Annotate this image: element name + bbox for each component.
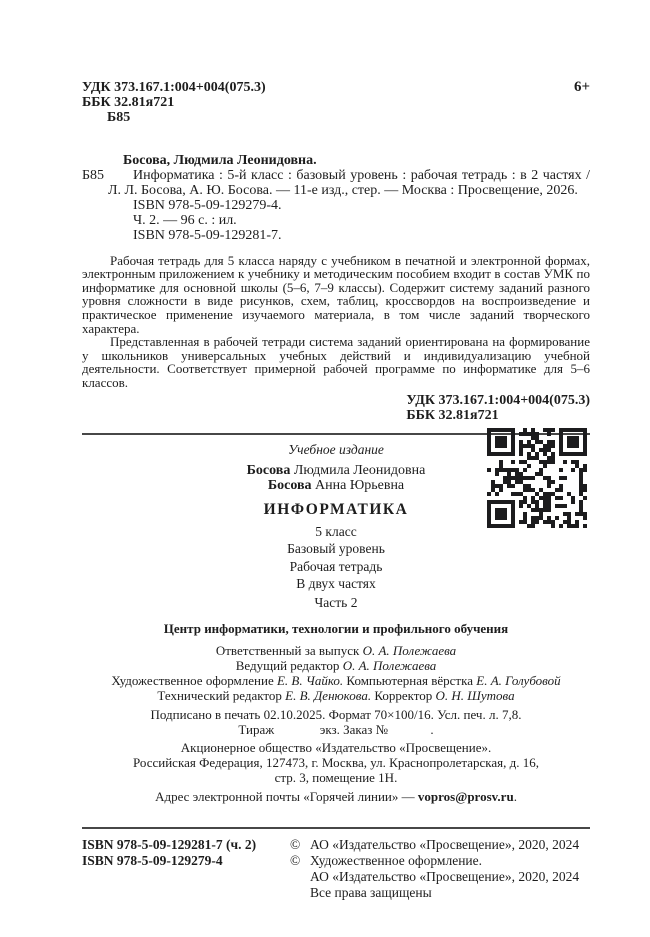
udk-code: УДК 373.167.1:004+004(075.3): [82, 80, 266, 95]
annotation: [82, 254, 590, 390]
credit-role: Компьютерная вёрстка: [346, 673, 477, 689]
credit-person: Е. А. Голубовой: [476, 673, 561, 689]
grade-line: 5 класс: [315, 523, 357, 539]
copyright-row: [290, 869, 590, 885]
bbk-code-footer: ББК 32.81я721: [406, 407, 499, 423]
isbn-part-line: ISBN 978-5-09-129281-7.: [133, 227, 282, 243]
credit-person: О. А. Полежаева: [362, 643, 457, 659]
hotline-period: .: [513, 789, 517, 805]
bibliographic-description: Информатика : 5-й класс : базовый уровень : рабочая тетрадь : в 2 частях / Л. Л. Босова, А. Ю. Босова. — 11-е изд., стер. — Москва : Просвещение, 2026.: [108, 167, 590, 198]
age-rating-badge: 6+: [573, 79, 590, 95]
parts-line: В двух частях: [296, 576, 376, 592]
author-surname: Босова: [267, 477, 312, 493]
credit-role: Корректор: [374, 688, 436, 704]
credit-role: Технический редактор: [157, 688, 286, 704]
publisher-address: Российская Федерация, 127473, г. Москва, ул. Краснопролетарская, д. 16,: [133, 755, 539, 771]
copyright-symbol: ©: [290, 837, 301, 853]
hotline-line: [82, 789, 590, 805]
divider-bottom: [82, 827, 590, 829]
copyright-text: Художественное оформление.: [310, 853, 483, 869]
credit-role: Художественное оформление: [111, 673, 277, 689]
udk-bbk-footer-block: [82, 393, 590, 424]
qr-code: [487, 428, 587, 528]
publisher-address-2: стр. 3, помещение 1Н.: [274, 770, 398, 786]
annotation-paragraph-1: Рабочая тетрадь для 5 класса наряду с учебником в печатной и электронной формах, электронным приложением к учебнику и методическим пособием входит в состав УМК по информатике для основной школы (5–6, 7–9 классы). Содержит систему заданий разного уровня сложности в виде рисунков, схем, таблиц, кроссвордов на воспроизведение и практическое применение изучаемого материала, в том числе заданий творческого характера.: [82, 252, 590, 336]
publisher-name: Акционерное общество «Издательство «Просвещение».: [180, 740, 492, 756]
udk-code-footer: УДК 373.167.1:004+004(075.3): [406, 392, 590, 408]
author-surname: Босова: [246, 462, 291, 478]
publisher-block: [82, 740, 590, 785]
copyright-symbol: [290, 885, 310, 901]
department-line: Центр информатики, технологии и профильного обучения: [163, 621, 509, 637]
hotline-email: vopros@prosv.ru: [417, 789, 514, 805]
level-line: Базовый уровень: [287, 541, 385, 557]
credit-line: [82, 688, 590, 703]
credit-role: Ведущий редактор: [235, 658, 343, 674]
catalog-card: [82, 153, 590, 243]
credit-line: [82, 673, 590, 688]
credit-person: О. Н. Шутова: [435, 688, 515, 704]
edition-kind: Учебное издание: [288, 441, 384, 457]
copyright-row: [290, 885, 590, 901]
print-date-line: Подписано в печать 02.10.2025. Формат 70×100/16. Усл. печ. л. 7,8.: [150, 707, 522, 723]
copyright-row: [290, 853, 590, 869]
book-title: ИНФОРМАТИКА: [263, 500, 409, 518]
author-sign: Б85: [107, 110, 131, 126]
print-info-block: [82, 707, 590, 737]
format-line: Рабочая тетрадь: [289, 558, 383, 574]
part-number-line: Часть 2: [314, 595, 358, 611]
entry-sign: Б85: [82, 167, 105, 183]
copyright-symbol: [290, 869, 310, 885]
author-given-names: Людмила Леонидовна: [293, 462, 426, 478]
isbn-series: ISBN 978-5-09-129279-4: [82, 853, 223, 869]
part-info-line: Ч. 2. — 96 с. : ил.: [133, 212, 237, 228]
top-codes-block: [82, 80, 590, 126]
footer-isbn-block: [82, 837, 290, 901]
bbk-code: ББК 32.81я721: [82, 95, 175, 111]
credit-person: Е. В. Чайко.: [276, 673, 344, 689]
credit-line: [82, 643, 590, 658]
print-run-line: Тираж экз. Заказ № .: [238, 722, 434, 738]
copyright-block: [290, 837, 590, 901]
isbn-part: ISBN 978-5-09-129281-7 (ч. 2): [82, 837, 257, 853]
author-heading: Босова, Людмила Леонидовна.: [123, 152, 317, 168]
copyright-row: [290, 837, 590, 853]
credit-line: [82, 658, 590, 673]
author-given-names: Анна Юрьевна: [315, 477, 405, 493]
credit-person: О. А. Полежаева: [342, 658, 437, 674]
copyright-text: АО «Издательство «Просвещение», 2020, 2024: [310, 837, 580, 853]
isbn-series-line: ISBN 978-5-09-129279-4.: [133, 197, 282, 213]
footer-block: [82, 837, 590, 901]
hotline-label: Адрес электронной почты «Горячей линии» —: [155, 789, 418, 805]
copyright-text: Все права защищены: [310, 885, 432, 901]
credit-role: Ответственный за выпуск: [215, 643, 363, 659]
annotation-paragraph-2: Представленная в рабочей тетради система заданий ориентирована на формирование у школьников универсальных учебных действий и индивидуализацию учебной деятельности. Соответствует примерной рабочей программе по информатике для 5–6 классов.: [82, 334, 590, 390]
credits-block: [82, 643, 590, 703]
credit-person: Е. В. Денюкова.: [285, 688, 372, 704]
copyright-symbol: ©: [290, 853, 301, 869]
copyright-text: АО «Издательство «Просвещение», 2020, 2024: [310, 869, 580, 885]
